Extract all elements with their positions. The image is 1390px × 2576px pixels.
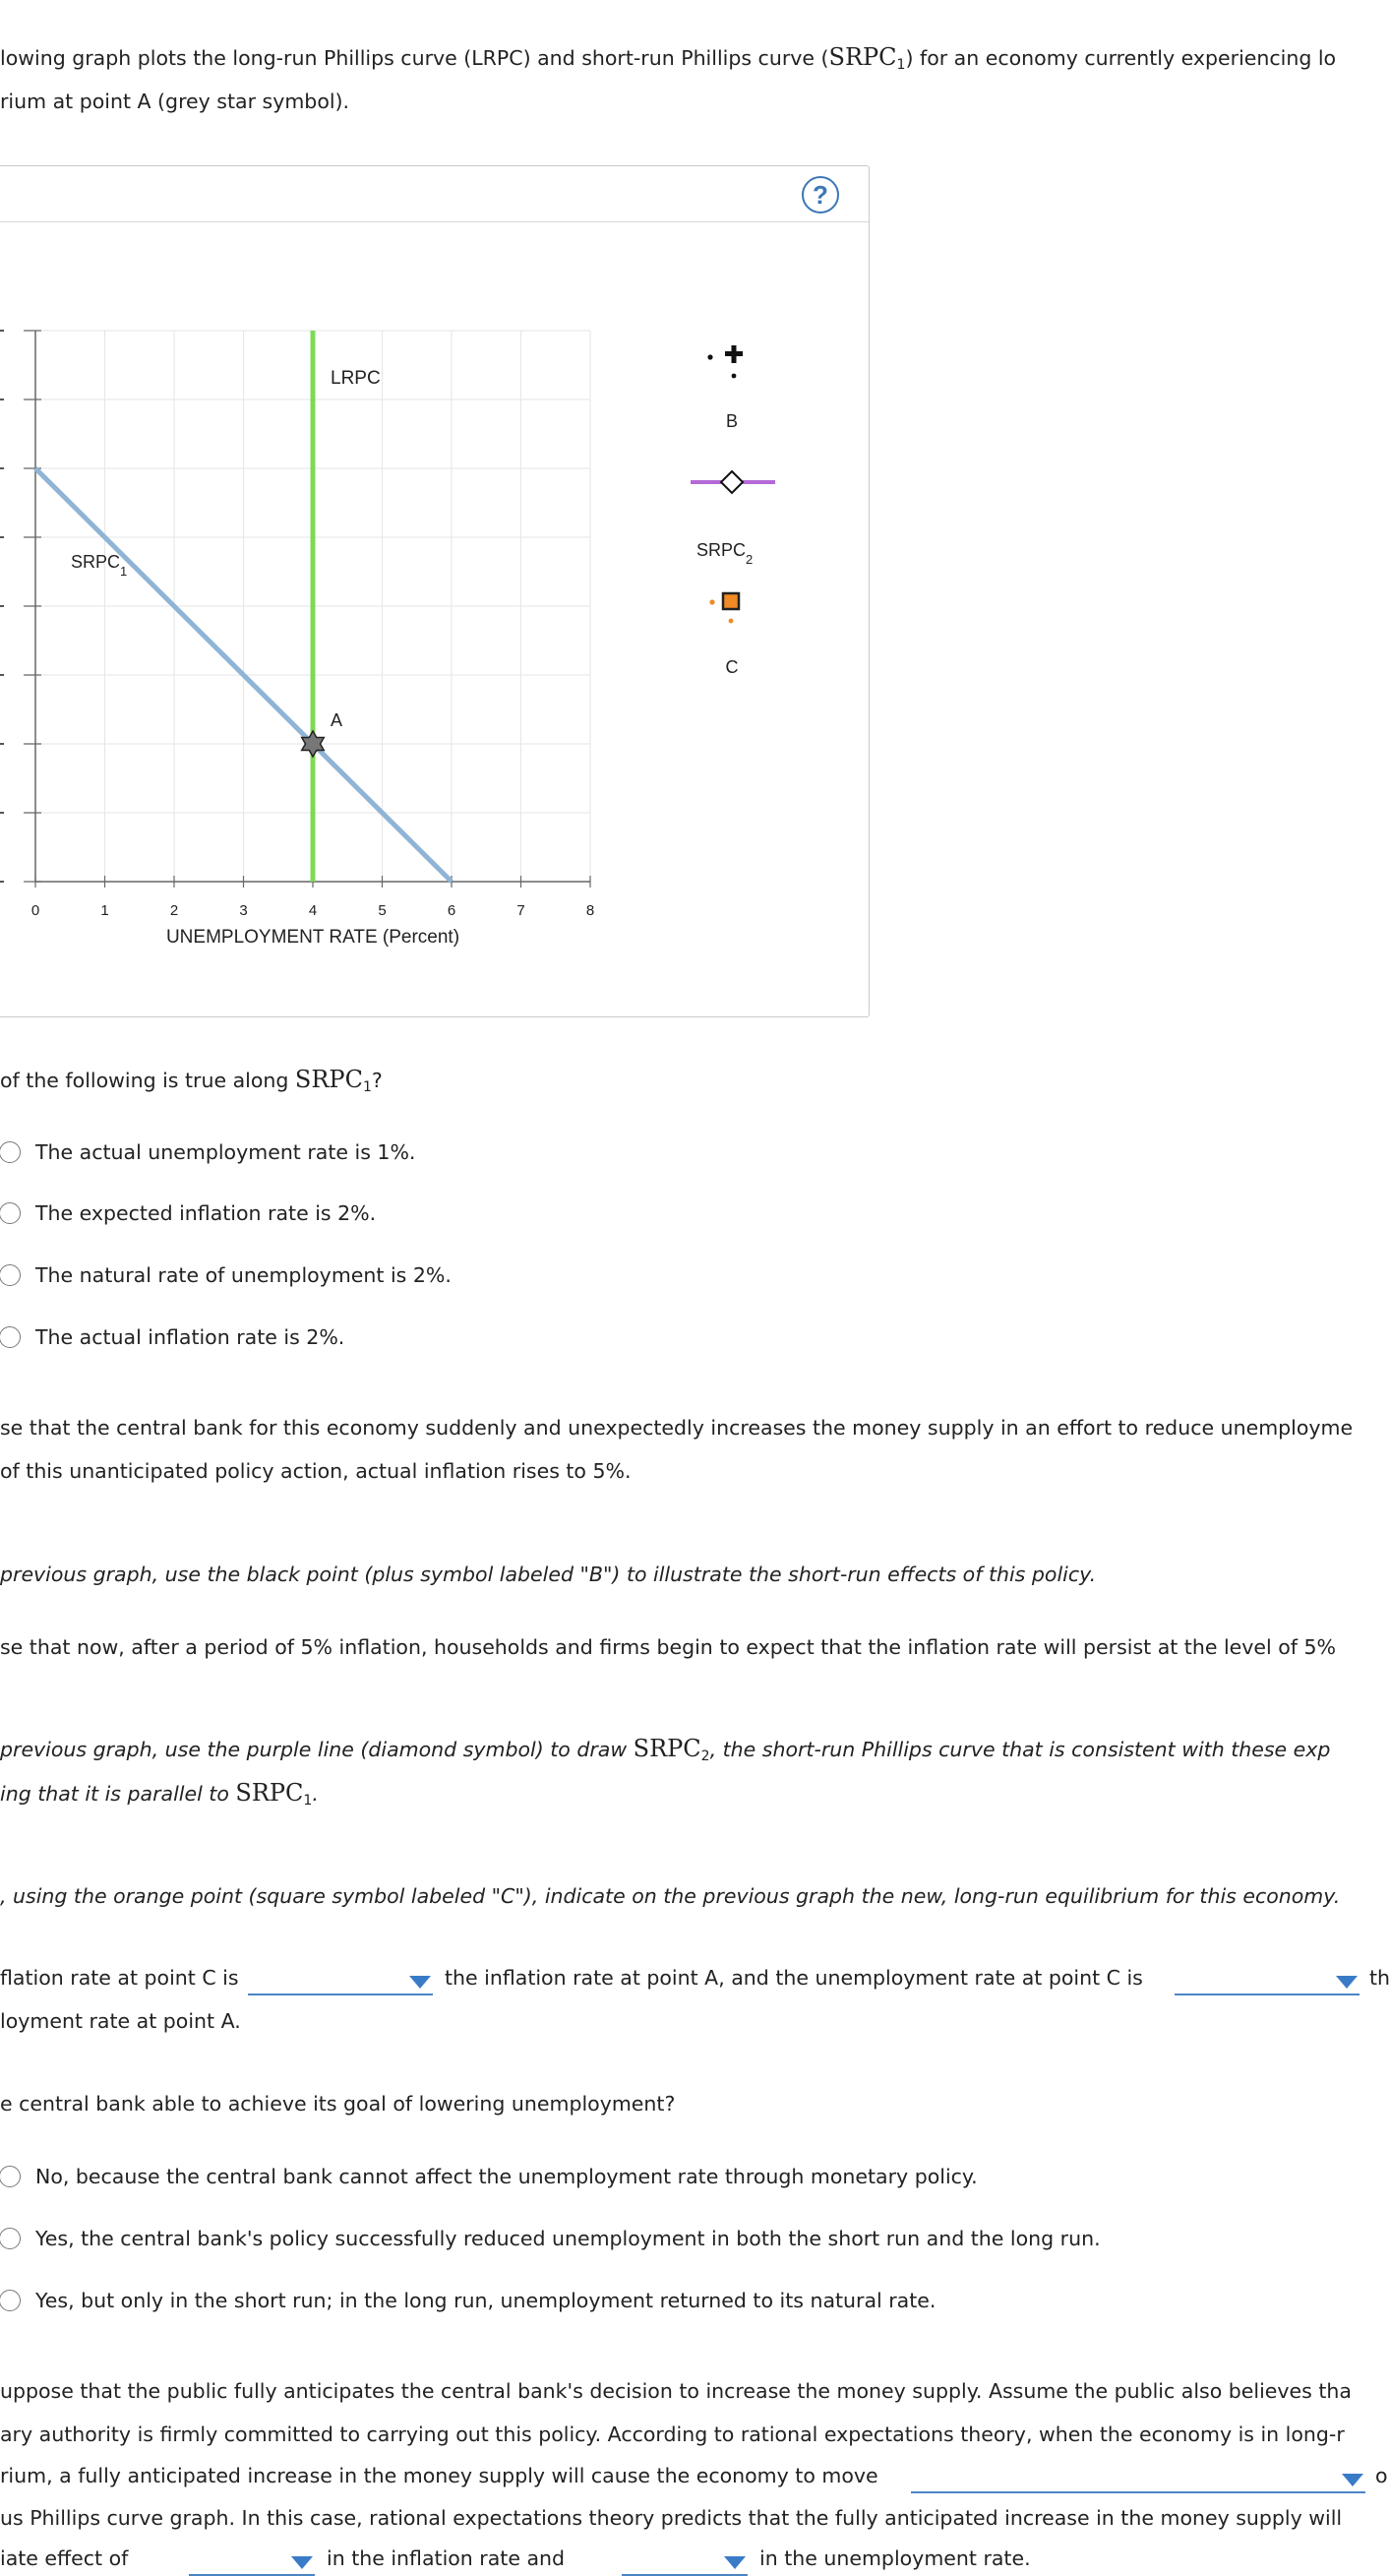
q2-option-2[interactable]: Yes, the central bank's policy successfully reduced unemployment in both the short run and the long run. <box>35 2227 1101 2250</box>
palette-srpc2-label <box>696 540 753 567</box>
q1-srpc-sub: 1 <box>362 1079 372 1095</box>
compare-text-2: the inflation rate at point A, and the unemployment rate at point C is <box>445 1966 1143 1990</box>
q1-option-4[interactable]: The actual inflation rate is 2%. <box>35 1325 345 1349</box>
x-tick-label: 3 <box>239 902 248 919</box>
intro-text-a: lowing graph plots the long-run Phillips curve (LRPC) and short-run Phillips curve ( <box>0 46 829 70</box>
chevron-down-icon <box>291 2556 313 2569</box>
x-tick-label: 6 <box>447 902 456 919</box>
q1-option-2[interactable]: The expected inflation rate is 2%. <box>35 1201 377 1225</box>
q2-radio-2[interactable] <box>0 2228 21 2249</box>
q2-radio-3[interactable] <box>0 2290 21 2311</box>
rational-line-5-c: in the unemployment rate. <box>759 2546 1031 2570</box>
instr-srpc2-line2-srpc: SRPC <box>235 1779 304 1807</box>
x-tick-label: 7 <box>516 902 525 919</box>
q1-option-3[interactable]: The natural rate of unemployment is 2%. <box>35 1263 452 1287</box>
economy-move-dropdown[interactable] <box>911 2462 1365 2493</box>
instr-srpc2-text-a: previous graph, use the purple line (diamond symbol) to draw <box>0 1738 634 1761</box>
compare-text-1: flation rate at point C is <box>0 1966 239 1990</box>
phillips-curve-chart[interactable] <box>0 295 866 1102</box>
x-tick-label: 4 <box>308 902 318 919</box>
expectations-text: se that now, after a period of 5% inflation, households and firms begin to expect that the inflation rate will persist at the level of 5% <box>0 1635 1337 1659</box>
srpc1-label-sub: 1 <box>120 564 128 579</box>
q2-option-1[interactable]: No, because the central bank cannot affect the unemployment rate through monetary policy. <box>35 2165 978 2188</box>
lrpc-label: LRPC <box>331 368 381 389</box>
instruction-srpc2-line-2 <box>0 1779 319 1815</box>
intro-line-2: rium at point A (grey star symbol). <box>0 90 350 113</box>
intro-text-b: ) for an economy currently experiencing lo <box>905 46 1337 70</box>
x-tick-label: 0 <box>30 902 40 919</box>
palette-b-tool[interactable] <box>707 345 743 378</box>
palette-srpc2-text: SRPC <box>696 540 747 560</box>
graph-panel-header <box>0 166 869 222</box>
scenario-line-1: se that the central bank for this economy suddenly and unexpectedly increases the money supply in an effort to reduce unemployme <box>0 1416 1354 1440</box>
compare-text-3: th <box>1369 1966 1390 1990</box>
q1-radio-1[interactable] <box>0 1141 21 1163</box>
intro-line-1 <box>0 43 1336 80</box>
palette-c-tool[interactable] <box>709 593 739 623</box>
scenario-line-2: of this unanticipated policy action, actual inflation rises to 5%. <box>0 1459 632 1483</box>
q1-prompt <box>0 1066 383 1102</box>
x-tick-label: 1 <box>100 902 109 919</box>
palette-srpc2-tool[interactable] <box>691 471 775 493</box>
srpc1-label-text: SRPC <box>71 552 121 572</box>
unemployment-compare-dropdown[interactable] <box>1175 1964 1360 1995</box>
chevron-down-icon <box>1336 1976 1358 1989</box>
q2-prompt: e central bank able to achieve its goal of lowering unemployment? <box>0 2092 676 2116</box>
x-tick-label: 8 <box>585 902 595 919</box>
palette-srpc2-sub: 2 <box>746 552 754 567</box>
palette-b-label: B <box>725 411 739 431</box>
help-button[interactable]: ? <box>802 176 839 214</box>
srpc1-label <box>71 552 127 579</box>
instr-srpc2-srpc: SRPC <box>633 1735 701 1762</box>
chart-axes <box>0 331 594 919</box>
q1-radio-3[interactable] <box>0 1264 21 1286</box>
chevron-down-icon <box>409 1976 431 1989</box>
q1-radio-4[interactable] <box>0 1326 21 1348</box>
intro-srpc1-sub: 1 <box>896 57 906 73</box>
rational-line-4: us Phillips curve graph. In this case, rational expectations theory predicts that the fully anticipated increase in the money supply will <box>0 2506 1343 2530</box>
inflation-compare-dropdown[interactable] <box>248 1964 433 1995</box>
q1-radio-2[interactable] <box>0 1202 21 1224</box>
q2-radio-1[interactable] <box>0 2166 21 2187</box>
q1-prompt-end: ? <box>371 1069 383 1092</box>
instr-srpc2-line2-sub: 1 <box>303 1793 313 1809</box>
rational-line-5-a: iate effect of <box>0 2546 129 2570</box>
unemployment-effect-dropdown[interactable] <box>622 2545 748 2576</box>
q1-srpc: SRPC <box>294 1066 363 1093</box>
palette-c-label: C <box>725 657 739 677</box>
chevron-down-icon <box>724 2556 746 2569</box>
rational-line-1: uppose that the public fully anticipates the central bank's decision to increase the money supply. Assume the public also believes tha <box>0 2379 1352 2403</box>
intro-srpc1: SRPC <box>828 43 897 71</box>
rational-line-5-b: in the inflation rate and <box>327 2546 566 2570</box>
instruction-srpc2-line-1 <box>0 1735 1330 1771</box>
instr-srpc2-text-b: , the short-run Phillips curve that is consistent with these exp <box>709 1738 1331 1761</box>
instruction-point-c: , using the orange point (square symbol labeled "C"), indicate on the previous graph the new, long-run equilibrium for this economy. <box>0 1884 1341 1908</box>
instr-srpc2-sub: 2 <box>700 1748 710 1764</box>
x-tick-label: 2 <box>169 902 179 919</box>
x-tick-label: 5 <box>378 902 387 919</box>
point-a-label: A <box>331 710 343 730</box>
compare-line-2: loyment rate at point A. <box>0 2009 241 2033</box>
instr-srpc2-line2-end: . <box>312 1782 319 1806</box>
inflation-effect-dropdown[interactable] <box>189 2545 315 2576</box>
instr-srpc2-line2-text: ing that it is parallel to <box>0 1782 236 1806</box>
q1-option-1[interactable]: The actual unemployment rate is 1%. <box>35 1140 416 1164</box>
chevron-down-icon <box>1342 2474 1363 2486</box>
instruction-point-b: previous graph, use the black point (plus symbol labeled "B") to illustrate the short-run effects of this policy. <box>0 1563 1097 1586</box>
q1-prompt-text: of the following is true along <box>0 1069 295 1092</box>
rational-line-3-end: o <box>1375 2464 1388 2487</box>
x-axis-label: UNEMPLOYMENT RATE (Percent) <box>165 927 460 948</box>
rational-line-2: ary authority is firmly committed to carrying out this policy. According to rational expectations theory, when the economy is in long-r <box>0 2423 1345 2446</box>
rational-line-3: rium, a fully anticipated increase in the money supply will cause the economy to move <box>0 2464 878 2487</box>
q2-option-3[interactable]: Yes, but only in the short run; in the long run, unemployment returned to its natural rate. <box>35 2289 937 2312</box>
